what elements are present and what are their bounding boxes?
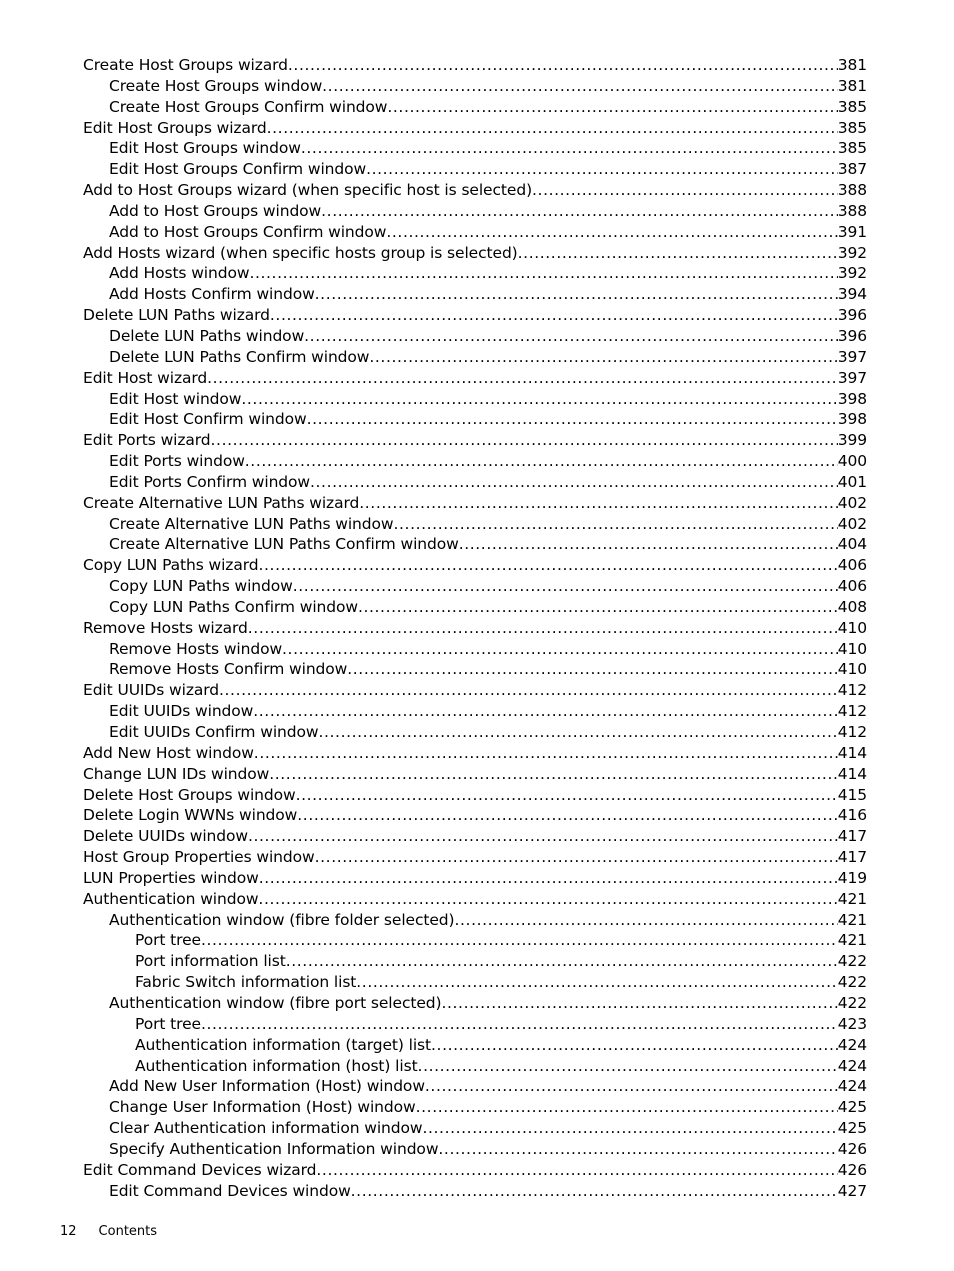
toc-entry-title: Copy LUN Paths window — [109, 577, 293, 596]
toc-entry-page: 396 — [837, 326, 867, 345]
toc-entry[interactable] — [83, 76, 867, 97]
toc-entry-title: Edit UUIDs wizard — [83, 681, 219, 700]
toc-entry[interactable] — [83, 1035, 867, 1056]
toc-entry[interactable] — [83, 743, 867, 764]
toc-entry-title: Add to Host Groups wizard (when specific host is selected) — [83, 181, 533, 200]
toc-entry[interactable] — [83, 1056, 867, 1077]
toc-entry-page: 410 — [837, 660, 867, 679]
toc-entry-page: 414 — [837, 764, 867, 783]
toc-entry[interactable] — [83, 764, 867, 785]
toc-entry-page: 398 — [837, 410, 867, 429]
toc-dot-leader — [211, 430, 838, 451]
toc-entry[interactable] — [83, 868, 867, 889]
toc-entry-title: Add to Host Groups Confirm window — [109, 222, 387, 241]
toc-entry[interactable] — [83, 326, 867, 347]
toc-dot-leader — [241, 389, 837, 410]
toc-entry-title: Edit Host Groups wizard — [83, 118, 267, 137]
toc-entry-title: Remove Hosts wizard — [83, 618, 248, 637]
toc-entry-page: 427 — [837, 1181, 867, 1200]
toc-entry-page: 421 — [837, 910, 867, 929]
toc-entry[interactable] — [83, 826, 867, 847]
toc-entry[interactable] — [83, 284, 867, 305]
toc-entry[interactable] — [83, 389, 867, 410]
toc-entry-title: Edit Host window — [109, 389, 242, 408]
toc-entry-page: 402 — [837, 493, 867, 512]
toc-entry-title: Edit UUIDs window — [109, 702, 254, 721]
toc-entry-page: 414 — [837, 743, 867, 762]
toc-entry-title: Copy LUN Paths Confirm window — [109, 597, 358, 616]
toc-dot-leader — [253, 701, 837, 722]
toc-entry-page: 400 — [837, 452, 867, 471]
toc-entry[interactable] — [83, 951, 867, 972]
toc-entry[interactable] — [83, 55, 867, 76]
toc-dot-leader — [288, 55, 838, 76]
toc-dot-leader — [297, 805, 837, 826]
toc-entry-title: Remove Hosts Confirm window — [109, 660, 348, 679]
toc-dot-leader — [248, 618, 838, 639]
toc-entry-title: Create Host Groups Confirm window — [109, 97, 388, 116]
toc-entry-page: 399 — [837, 431, 867, 450]
toc-entry-page: 422 — [837, 993, 867, 1012]
toc-entry[interactable] — [83, 347, 867, 368]
toc-entry-page: 381 — [837, 76, 867, 95]
toc-entry-title: Add Hosts window — [109, 264, 250, 283]
toc-entry[interactable] — [83, 97, 867, 118]
toc-entry-title: Edit Command Devices wizard — [83, 1160, 317, 1179]
toc-entry-title: Copy LUN Paths wizard — [83, 556, 259, 575]
toc-dot-leader — [321, 201, 838, 222]
toc-entry-title: Host Group Properties window — [83, 848, 315, 867]
toc-entry[interactable] — [83, 222, 867, 243]
toc-dot-leader — [201, 930, 838, 951]
toc-dot-leader — [282, 639, 838, 660]
toc-entry[interactable] — [83, 701, 867, 722]
toc-dot-leader — [296, 785, 838, 806]
toc-entry[interactable] — [83, 138, 867, 159]
toc-dot-leader — [422, 1118, 837, 1139]
toc-dot-leader — [267, 118, 838, 139]
toc-entry-page: 412 — [837, 723, 867, 741]
toc-entry-page: 381 — [837, 56, 867, 74]
toc-entry[interactable] — [83, 930, 867, 951]
toc-dot-leader — [386, 222, 837, 243]
footer-page-number: 12 — [60, 1224, 77, 1239]
toc-dot-leader — [438, 1139, 837, 1160]
toc-entry-title: Create Alternative LUN Paths window — [109, 514, 394, 533]
toc-entry[interactable] — [83, 368, 867, 389]
toc-entry-page: 394 — [837, 285, 867, 304]
toc-entry[interactable] — [83, 243, 867, 264]
toc-dot-leader — [425, 1076, 838, 1097]
toc-entry[interactable] — [83, 1181, 867, 1202]
toc-entry[interactable] — [83, 514, 867, 535]
toc-dot-leader — [270, 305, 838, 326]
toc-entry-title: Edit Host wizard — [83, 368, 208, 387]
toc-dot-leader — [441, 993, 837, 1014]
toc-entry-title: Delete Login WWNs window — [83, 806, 298, 825]
toc-dot-leader — [315, 284, 838, 305]
toc-dot-leader — [518, 243, 838, 264]
toc-entry-page: 423 — [837, 1014, 867, 1033]
toc-entry[interactable] — [83, 722, 867, 743]
toc-entry-title: Delete LUN Paths wizard — [83, 306, 270, 325]
toc-entry-title: Change User Information (Host) window — [109, 1098, 416, 1117]
toc-entry[interactable] — [83, 159, 867, 180]
toc-entry-page: 392 — [837, 264, 867, 283]
toc-entry-page: 424 — [837, 1035, 867, 1054]
toc-entry-page: 398 — [837, 389, 867, 408]
toc-entry-title: Edit UUIDs Confirm window — [109, 723, 319, 741]
toc-entry-title: Edit Command Devices window — [109, 1181, 351, 1200]
toc-dot-leader — [351, 1181, 838, 1202]
toc-entry[interactable] — [83, 305, 867, 326]
toc-entry-title: Edit Ports window — [109, 452, 245, 471]
toc-entry-title: Clear Authentication information window — [109, 1119, 423, 1138]
toc-entry-page: 422 — [837, 952, 867, 971]
toc-entry-page: 397 — [837, 347, 867, 366]
toc-entry[interactable] — [83, 993, 867, 1014]
toc-entry-page: 408 — [837, 597, 867, 616]
toc-dot-leader — [248, 826, 838, 847]
toc-dot-leader — [269, 764, 837, 785]
toc-entry-title: Create Host Groups wizard — [83, 56, 288, 74]
toc-dot-leader — [532, 180, 838, 201]
toc-entry-title: Delete Host Groups window — [83, 785, 296, 804]
toc-entry-page: 424 — [837, 1077, 867, 1096]
toc-entry-page: 412 — [837, 702, 867, 721]
toc-dot-leader — [307, 409, 838, 430]
toc-entry[interactable] — [83, 785, 867, 806]
toc-entry[interactable] — [83, 1139, 867, 1160]
toc-entry-page: 388 — [837, 181, 867, 200]
toc-entry[interactable] — [83, 889, 867, 910]
toc-dot-leader — [258, 555, 837, 576]
toc-entry-title: Add to Host Groups window — [109, 201, 322, 220]
toc-entry-title: Authentication window (fibre folder selected) — [109, 910, 455, 929]
toc-entry[interactable] — [83, 118, 867, 139]
toc-entry-page: 406 — [837, 556, 867, 575]
toc-entry-title: Delete LUN Paths Confirm window — [109, 347, 370, 366]
toc-entry-title: Port tree — [135, 1014, 201, 1033]
toc-entry-page: 388 — [837, 201, 867, 220]
toc-entry-page: 385 — [837, 139, 867, 158]
toc-entry-title: Remove Hosts window — [109, 639, 283, 658]
toc-dot-leader — [418, 1056, 838, 1077]
toc-entry-page: 391 — [837, 222, 867, 241]
toc-entry-title: Edit Ports wizard — [83, 431, 211, 450]
toc-entry[interactable] — [83, 534, 867, 555]
toc-dot-leader — [459, 534, 838, 555]
toc-entry[interactable] — [83, 576, 867, 597]
toc-entry-title: Create Alternative LUN Paths Confirm window — [109, 535, 459, 554]
toc-entry[interactable] — [83, 1118, 867, 1139]
toc-entry-title: Add New Host window — [83, 743, 254, 762]
toc-dot-leader — [387, 97, 837, 118]
toc-entry[interactable] — [83, 847, 867, 868]
table-of-contents — [83, 55, 867, 1201]
toc-dot-leader — [258, 889, 837, 910]
toc-dot-leader — [431, 1035, 838, 1056]
toc-dot-leader — [347, 659, 837, 680]
toc-entry-page: 387 — [837, 160, 867, 179]
toc-entry-page: 385 — [837, 97, 867, 116]
toc-entry-page: 426 — [837, 1160, 867, 1179]
toc-entry[interactable] — [83, 680, 867, 701]
toc-dot-leader — [318, 722, 837, 743]
toc-entry-page: 404 — [837, 535, 867, 554]
toc-entry-title: Delete LUN Paths window — [109, 326, 305, 345]
toc-entry-page: 417 — [837, 848, 867, 867]
toc-entry[interactable] — [83, 972, 867, 993]
toc-entry[interactable] — [83, 555, 867, 576]
toc-entry[interactable] — [83, 451, 867, 472]
toc-dot-leader — [304, 326, 838, 347]
toc-dot-leader — [366, 159, 838, 180]
toc-entry[interactable] — [83, 1160, 867, 1181]
toc-entry-page: 392 — [837, 243, 867, 262]
toc-entry-title: Edit Ports Confirm window — [109, 472, 310, 491]
toc-dot-leader — [369, 347, 837, 368]
toc-entry-title: Specify Authentication Information window — [109, 1139, 439, 1158]
toc-entry-page: 425 — [837, 1098, 867, 1117]
toc-entry[interactable] — [83, 639, 867, 660]
toc-dot-leader — [393, 514, 837, 535]
toc-entry-page: 396 — [837, 306, 867, 325]
toc-entry-page: 412 — [837, 681, 867, 700]
toc-entry-title: Delete UUIDs window — [83, 827, 248, 846]
toc-dot-leader — [356, 972, 837, 993]
toc-dot-leader — [315, 847, 838, 868]
page-footer — [60, 1223, 157, 1241]
footer-section-label: Contents — [98, 1224, 158, 1239]
toc-entry-page: 406 — [837, 577, 867, 596]
toc-dot-leader — [358, 597, 838, 618]
toc-entry[interactable] — [83, 201, 867, 222]
toc-dot-leader — [249, 263, 837, 284]
toc-entry[interactable] — [83, 659, 867, 680]
toc-dot-leader — [316, 1160, 837, 1181]
toc-entry-title: Authentication window — [83, 889, 259, 908]
toc-entry-page: 397 — [837, 368, 867, 387]
toc-entry[interactable] — [83, 1014, 867, 1035]
toc-entry[interactable] — [83, 1076, 867, 1097]
toc-entry[interactable] — [83, 1097, 867, 1118]
toc-entry-title: Edit Host Groups window — [109, 139, 301, 158]
toc-dot-leader — [259, 868, 838, 889]
toc-entry-page: 426 — [837, 1139, 867, 1158]
toc-entry[interactable] — [83, 493, 867, 514]
toc-entry-title: LUN Properties window — [83, 868, 259, 887]
toc-entry[interactable] — [83, 180, 867, 201]
toc-dot-leader — [359, 493, 837, 514]
toc-dot-leader — [310, 472, 838, 493]
toc-dot-leader — [219, 680, 838, 701]
toc-entry-page: 424 — [837, 1056, 867, 1075]
toc-dot-leader — [286, 951, 838, 972]
toc-entry-title: Edit Host Confirm window — [109, 410, 307, 429]
toc-entry[interactable] — [83, 430, 867, 451]
toc-entry-page: 419 — [837, 868, 867, 887]
toc-entry[interactable] — [83, 910, 867, 931]
toc-dot-leader — [245, 451, 838, 472]
toc-entry-title: Authentication information (host) list — [135, 1056, 418, 1075]
toc-entry[interactable] — [83, 263, 867, 284]
toc-entry-page: 410 — [837, 639, 867, 658]
toc-entry[interactable] — [83, 805, 867, 826]
toc-entry-title: Edit Host Groups Confirm window — [109, 160, 367, 179]
toc-entry-page: 417 — [837, 827, 867, 846]
toc-entry[interactable] — [83, 409, 867, 430]
toc-dot-leader — [301, 138, 838, 159]
toc-entry[interactable] — [83, 618, 867, 639]
toc-entry-title: Add Hosts wizard (when specific hosts group is selected) — [83, 243, 518, 262]
toc-entry-title: Change LUN IDs window — [83, 764, 270, 783]
toc-entry-title: Fabric Switch information list — [135, 973, 357, 992]
toc-entry-title: Add Hosts Confirm window — [109, 285, 315, 304]
toc-entry-page: 421 — [837, 931, 867, 950]
toc-entry-page: 410 — [837, 618, 867, 637]
toc-entry-page: 401 — [837, 472, 867, 491]
toc-dot-leader — [416, 1097, 838, 1118]
toc-dot-leader — [322, 76, 838, 97]
toc-entry-page: 425 — [837, 1119, 867, 1138]
toc-entry-title: Port tree — [135, 931, 201, 950]
toc-dot-leader — [207, 368, 838, 389]
toc-entry-page: 416 — [837, 806, 867, 825]
toc-entry-title: Add New User Information (Host) window — [109, 1077, 425, 1096]
toc-entry-page: 402 — [837, 514, 867, 533]
toc-entry-title: Create Host Groups window — [109, 76, 323, 95]
toc-dot-leader — [201, 1014, 838, 1035]
toc-entry-page: 421 — [837, 889, 867, 908]
toc-entry-title: Authentication window (fibre port selected) — [109, 993, 442, 1012]
toc-entry-page: 415 — [837, 785, 867, 804]
toc-entry-title: Port information list — [135, 952, 286, 971]
toc-entry-title: Create Alternative LUN Paths wizard — [83, 493, 360, 512]
toc-dot-leader — [293, 576, 838, 597]
toc-entry-page: 385 — [837, 118, 867, 137]
toc-entry-page: 422 — [837, 973, 867, 992]
toc-dot-leader — [454, 910, 837, 931]
toc-entry[interactable] — [83, 472, 867, 493]
toc-dot-leader — [254, 743, 838, 764]
toc-entry[interactable] — [83, 597, 867, 618]
toc-entry-title: Authentication information (target) list — [135, 1035, 432, 1054]
